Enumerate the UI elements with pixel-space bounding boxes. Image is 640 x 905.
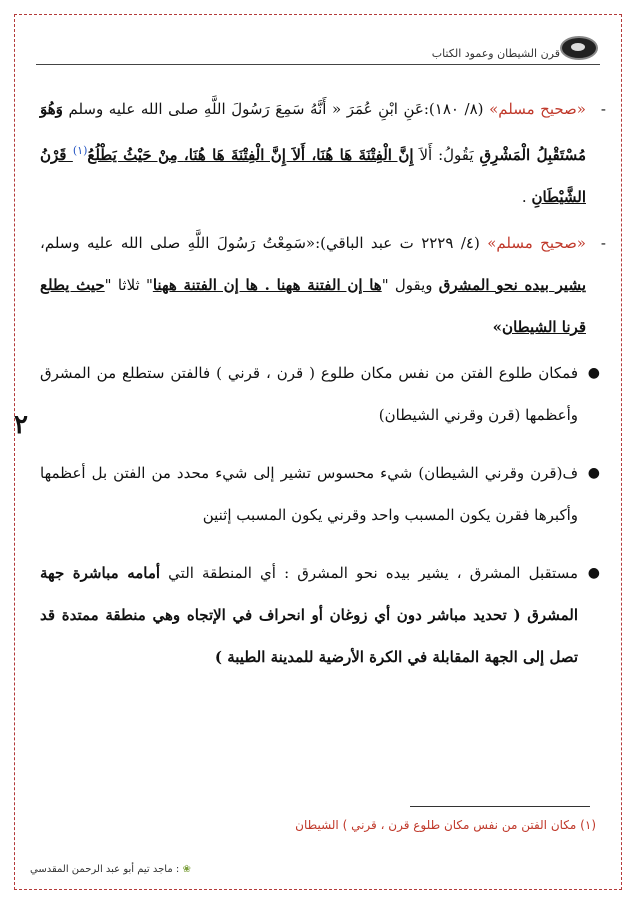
list-item	[40, 352, 600, 436]
hadith-emphasis: مِنْ حَيْثُ يَطْلُعُ	[87, 146, 184, 164]
source-ref: (٤/ ٢٢٢٩ ت عبد الباقي)	[320, 234, 480, 252]
commentary-text: فمكان طلوع الفتن من نفس مكان طلوع ( قرن ، قرني ) فالفتن ستطلع من المشرق وأعظمها (قرن وقرني الشيطان)	[40, 364, 578, 424]
book-icon	[560, 36, 598, 60]
list-item	[40, 452, 600, 536]
footnote	[295, 818, 596, 832]
commentary-text: ف(قرن وقرني الشيطان) شيء محسوس تشير إلى شيء محدد من الفتن بل أعظمها وأكبرها فقرن يكون المسبب واحد وقرني يكون المسبب إثنين	[40, 464, 578, 524]
hadith-emphasis: ها إن الفتنة ههنا . ها إن الفتنة ههنا	[152, 276, 382, 294]
hadith-emphasis: حيث يطلع قرنا الشيطان	[40, 276, 586, 336]
leaf-icon: ❀	[182, 864, 191, 875]
source-title: «صحيح مسلم»	[489, 100, 586, 118]
header-divider	[36, 64, 600, 65]
hadith-emphasis: يشير بيده نحو المشرق	[438, 276, 586, 294]
list-item	[40, 552, 600, 678]
commentary-emphasis: أمامه مباشرة جهة المشرق ( تحديد مباشر دون أي زوغان أو انحراف في الإتجاه وهي منطقة ممتدة قد تصل إلى الجهة المقابلة في الكرة الأرضية للمدينة الطيبة )	[40, 564, 578, 666]
author-name: : ماجد تيم أبو عبد الرحمن المقدسي	[30, 864, 180, 875]
hadith-emphasis: إِنَّ الْفِتْنَةَ هَا هُنَا، أَلاَ إِنَّ الْفِتْنَةَ هَا هُنَا،	[183, 146, 414, 164]
hadith-paragraph-1	[40, 88, 600, 218]
author-credit	[30, 864, 191, 875]
footnote-number: (١)	[580, 818, 596, 832]
footnote-marker[interactable]: (١)	[72, 144, 88, 157]
source-ref: (٨/ ١٨٠)	[428, 100, 484, 118]
footnote-text: مكان الفتن من نفس مكان طلوع قرن ، قرني ) الشيطان	[295, 818, 581, 832]
hadith-text: »	[492, 318, 503, 336]
hadith-text: يَقُولُ: أَلاَ	[413, 146, 480, 164]
page-body	[40, 88, 600, 694]
commentary-list	[40, 352, 600, 678]
hadith-text: " ثلاثا "	[104, 276, 153, 294]
page-number: ٢	[14, 410, 28, 440]
header-title: قرن الشيطان وعمود الكتاب	[431, 47, 560, 60]
footnote-divider	[410, 806, 590, 807]
hadith-text: ويقول "	[381, 276, 439, 294]
hadith-emphasis: وَهُوَ مُسْتَقْبِلُ الْمَشْرِقِ	[40, 100, 586, 164]
hadith-paragraph-2	[40, 222, 600, 348]
source-title: «صحيح مسلم»	[487, 234, 586, 252]
hadith-text: :«سَمِعْتُ رَسُولَ اللَّهِ صلى الله عليه وسلم،	[40, 234, 321, 252]
hadith-emphasis: قَرْنُ الشَّيْطَانِ	[40, 146, 586, 206]
hadith-text: .	[521, 188, 532, 206]
hadith-text: :عَنِ ابْنِ عُمَرَ « أَنَّهُ سَمِعَ رَسُولَ اللَّهِ صلى الله عليه وسلم	[68, 100, 429, 118]
commentary-text: مستقبل المشرق ، يشير بيده نحو المشرق : أي المنطقة التي	[160, 564, 578, 582]
